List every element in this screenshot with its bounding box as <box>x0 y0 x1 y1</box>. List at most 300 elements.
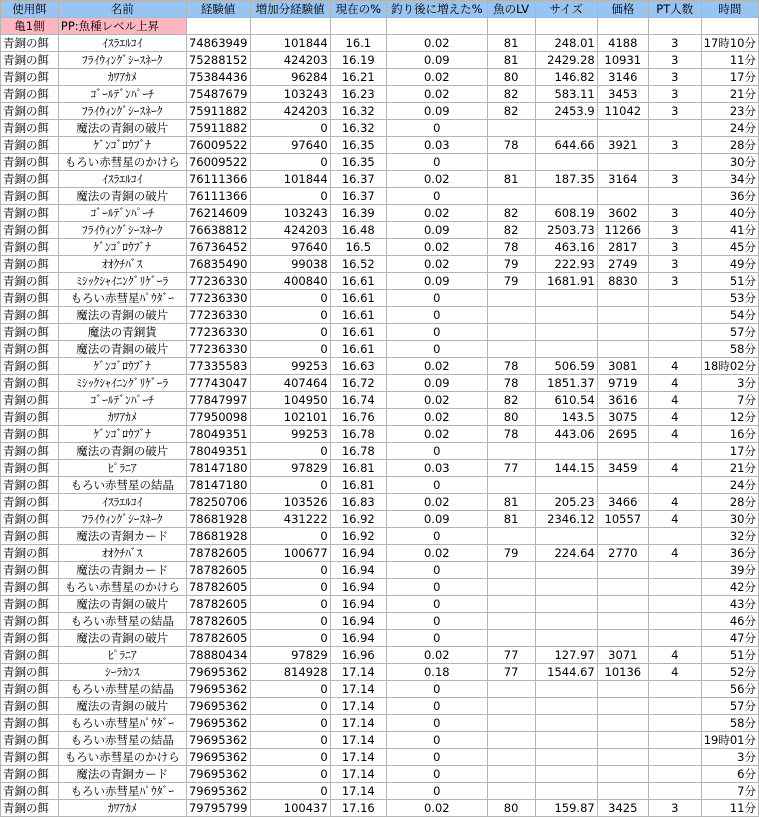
current-percent-cell[interactable]: 16.37 <box>330 188 386 205</box>
party-size-cell[interactable] <box>648 715 701 732</box>
exp-cell[interactable]: 79795799 <box>186 800 250 817</box>
price-cell[interactable]: 10931 <box>597 52 648 69</box>
current-percent-cell[interactable]: 17.14 <box>330 664 386 681</box>
current-percent-cell[interactable]: 17.14 <box>330 766 386 783</box>
percent-increase-cell[interactable]: 0 <box>386 290 487 307</box>
exp-gain-cell[interactable]: 0 <box>250 630 330 647</box>
fish-level-cell[interactable]: 79 <box>487 273 535 290</box>
empty-cell[interactable] <box>648 18 701 35</box>
name-cell[interactable]: もろい赤彗星の結晶 <box>58 681 186 698</box>
current-percent-cell[interactable]: 16.35 <box>330 137 386 154</box>
size-cell[interactable]: 205.23 <box>535 494 597 511</box>
bait-cell[interactable]: 青銅の餌 <box>1 698 59 715</box>
exp-cell[interactable]: 79695362 <box>186 715 250 732</box>
time-cell[interactable]: 23分 <box>701 103 758 120</box>
exp-gain-cell[interactable]: 97829 <box>250 460 330 477</box>
percent-increase-cell[interactable]: 0 <box>386 341 487 358</box>
size-cell[interactable] <box>535 562 597 579</box>
current-percent-cell[interactable]: 16.1 <box>330 35 386 52</box>
current-percent-cell[interactable]: 16.5 <box>330 239 386 256</box>
size-cell[interactable]: 248.01 <box>535 35 597 52</box>
fish-level-cell[interactable] <box>487 766 535 783</box>
bait-cell[interactable]: 青銅の餌 <box>1 749 59 766</box>
bait-cell[interactable]: 青銅の餌 <box>1 341 59 358</box>
name-cell[interactable]: 魔法の青銅の破片 <box>58 630 186 647</box>
current-percent-cell[interactable]: 17.14 <box>330 715 386 732</box>
size-cell[interactable]: 1851.37 <box>535 375 597 392</box>
party-size-cell[interactable]: 3 <box>648 52 701 69</box>
price-cell[interactable] <box>597 715 648 732</box>
party-size-cell[interactable]: 3 <box>648 69 701 86</box>
empty-cell[interactable] <box>250 18 330 35</box>
exp-cell[interactable]: 76009522 <box>186 137 250 154</box>
current-percent-cell[interactable]: 16.61 <box>330 290 386 307</box>
price-cell[interactable]: 10136 <box>597 664 648 681</box>
time-cell[interactable]: 16分 <box>701 426 758 443</box>
exp-gain-cell[interactable]: 0 <box>250 732 330 749</box>
exp-cell[interactable]: 75487679 <box>186 86 250 103</box>
fish-level-cell[interactable] <box>487 120 535 137</box>
bait-cell[interactable]: 青銅の餌 <box>1 324 59 341</box>
current-percent-cell[interactable]: 16.83 <box>330 494 386 511</box>
col-header[interactable]: 現在の% <box>330 1 386 18</box>
name-cell[interactable]: ｲｽﾗｴﾙｺｲ <box>58 35 186 52</box>
time-cell[interactable]: 18時02分 <box>701 358 758 375</box>
name-cell[interactable]: ｼｰﾗｶﾝｽ <box>58 664 186 681</box>
size-cell[interactable] <box>535 766 597 783</box>
percent-increase-cell[interactable]: 0 <box>386 562 487 579</box>
percent-increase-cell[interactable]: 0.02 <box>386 35 487 52</box>
time-cell[interactable]: 7分 <box>701 392 758 409</box>
bait-cell[interactable]: 青銅の餌 <box>1 681 59 698</box>
size-cell[interactable] <box>535 681 597 698</box>
col-header[interactable]: 価格 <box>597 1 648 18</box>
fish-level-cell[interactable] <box>487 613 535 630</box>
exp-gain-cell[interactable]: 0 <box>250 749 330 766</box>
time-cell[interactable]: 32分 <box>701 528 758 545</box>
size-cell[interactable]: 146.82 <box>535 69 597 86</box>
name-cell[interactable]: ﾌﾗｲｳｨﾝｸﾞｼｰｽﾈｰｸ <box>58 511 186 528</box>
size-cell[interactable]: 644.66 <box>535 137 597 154</box>
name-cell[interactable]: もろい赤彗星の結晶 <box>58 613 186 630</box>
current-percent-cell[interactable]: 16.94 <box>330 630 386 647</box>
name-cell[interactable]: ｵｵｸﾁﾊﾞｽ <box>58 256 186 273</box>
name-cell[interactable]: ｺﾞｰﾙﾃﾞﾝﾊﾟｰﾁ <box>58 392 186 409</box>
current-percent-cell[interactable]: 17.14 <box>330 698 386 715</box>
fish-level-cell[interactable] <box>487 596 535 613</box>
time-cell[interactable]: 56分 <box>701 681 758 698</box>
time-cell[interactable]: 11分 <box>701 800 758 817</box>
percent-increase-cell[interactable]: 0.02 <box>386 239 487 256</box>
time-cell[interactable]: 47分 <box>701 630 758 647</box>
name-cell[interactable]: 魔法の青銅の破片 <box>58 698 186 715</box>
exp-cell[interactable]: 79695362 <box>186 749 250 766</box>
exp-gain-cell[interactable]: 400840 <box>250 273 330 290</box>
party-size-cell[interactable] <box>648 732 701 749</box>
time-cell[interactable]: 41分 <box>701 222 758 239</box>
time-cell[interactable]: 3分 <box>701 375 758 392</box>
price-cell[interactable]: 3921 <box>597 137 648 154</box>
name-cell[interactable]: 魔法の青銅カード <box>58 562 186 579</box>
empty-cell[interactable] <box>597 18 648 35</box>
col-header[interactable]: 経験値 <box>186 1 250 18</box>
party-size-cell[interactable] <box>648 562 701 579</box>
current-percent-cell[interactable]: 16.32 <box>330 103 386 120</box>
fish-level-cell[interactable] <box>487 749 535 766</box>
bait-cell[interactable]: 青銅の餌 <box>1 307 59 324</box>
exp-cell[interactable]: 79695362 <box>186 681 250 698</box>
current-percent-cell[interactable]: 16.76 <box>330 409 386 426</box>
party-size-cell[interactable]: 3 <box>648 171 701 188</box>
exp-gain-cell[interactable]: 99253 <box>250 358 330 375</box>
bait-cell[interactable]: 青銅の餌 <box>1 154 59 171</box>
time-cell[interactable]: 3分 <box>701 749 758 766</box>
exp-cell[interactable]: 76009522 <box>186 154 250 171</box>
fish-level-cell[interactable] <box>487 188 535 205</box>
price-cell[interactable]: 3164 <box>597 171 648 188</box>
name-cell[interactable]: もろい赤彗星のかけら <box>58 154 186 171</box>
bait-cell[interactable]: 青銅の餌 <box>1 647 59 664</box>
fish-level-cell[interactable]: 77 <box>487 664 535 681</box>
exp-gain-cell[interactable]: 97640 <box>250 239 330 256</box>
party-size-cell[interactable]: 3 <box>648 800 701 817</box>
exp-cell[interactable]: 76214609 <box>186 205 250 222</box>
price-cell[interactable] <box>597 562 648 579</box>
size-cell[interactable] <box>535 290 597 307</box>
name-cell[interactable]: もろい赤彗星ﾊﾟｳﾀﾞｰ <box>58 783 186 800</box>
time-cell[interactable]: 57分 <box>701 324 758 341</box>
price-cell[interactable]: 4188 <box>597 35 648 52</box>
exp-cell[interactable]: 79695362 <box>186 732 250 749</box>
party-size-cell[interactable]: 4 <box>648 460 701 477</box>
current-percent-cell[interactable]: 16.74 <box>330 392 386 409</box>
time-cell[interactable]: 58分 <box>701 715 758 732</box>
size-cell[interactable] <box>535 307 597 324</box>
bait-cell[interactable]: 青銅の餌 <box>1 171 59 188</box>
price-cell[interactable] <box>597 307 648 324</box>
price-cell[interactable]: 3075 <box>597 409 648 426</box>
exp-cell[interactable]: 78147180 <box>186 477 250 494</box>
percent-increase-cell[interactable]: 0.02 <box>386 86 487 103</box>
percent-increase-cell[interactable]: 0.02 <box>386 647 487 664</box>
current-percent-cell[interactable]: 16.61 <box>330 324 386 341</box>
exp-cell[interactable]: 78147180 <box>186 460 250 477</box>
exp-gain-cell[interactable]: 407464 <box>250 375 330 392</box>
bait-cell[interactable]: 青銅の餌 <box>1 596 59 613</box>
time-cell[interactable]: 17分 <box>701 69 758 86</box>
name-cell[interactable]: ｹﾞﾝｺﾞﾛｳﾌﾞﾅ <box>58 239 186 256</box>
fish-level-cell[interactable] <box>487 341 535 358</box>
bait-cell[interactable]: 青銅の餌 <box>1 494 59 511</box>
current-percent-cell[interactable]: 17.14 <box>330 732 386 749</box>
exp-gain-cell[interactable]: 0 <box>250 766 330 783</box>
fish-level-cell[interactable] <box>487 528 535 545</box>
exp-gain-cell[interactable]: 0 <box>250 307 330 324</box>
fish-level-cell[interactable] <box>487 477 535 494</box>
exp-gain-cell[interactable]: 100677 <box>250 545 330 562</box>
fish-level-cell[interactable]: 80 <box>487 800 535 817</box>
fish-level-cell[interactable]: 80 <box>487 409 535 426</box>
exp-gain-cell[interactable]: 0 <box>250 154 330 171</box>
fish-level-cell[interactable]: 79 <box>487 545 535 562</box>
price-cell[interactable]: 11266 <box>597 222 648 239</box>
fish-level-cell[interactable]: 81 <box>487 35 535 52</box>
name-cell[interactable]: 魔法の青銅の破片 <box>58 307 186 324</box>
bait-cell[interactable]: 青銅の餌 <box>1 545 59 562</box>
bait-cell[interactable]: 青銅の餌 <box>1 528 59 545</box>
price-cell[interactable]: 2770 <box>597 545 648 562</box>
exp-cell[interactable]: 77236330 <box>186 307 250 324</box>
price-cell[interactable] <box>597 681 648 698</box>
exp-gain-cell[interactable]: 0 <box>250 715 330 732</box>
price-cell[interactable]: 3425 <box>597 800 648 817</box>
time-cell[interactable]: 57分 <box>701 698 758 715</box>
current-percent-cell[interactable]: 16.48 <box>330 222 386 239</box>
size-cell[interactable] <box>535 579 597 596</box>
name-cell[interactable]: ﾌﾗｲｳｨﾝｸﾞｼｰｽﾈｰｸ <box>58 103 186 120</box>
exp-cell[interactable]: 77236330 <box>186 290 250 307</box>
name-cell[interactable]: ｶﾜｱｶﾒ <box>58 409 186 426</box>
time-cell[interactable]: 54分 <box>701 307 758 324</box>
percent-increase-cell[interactable]: 0.09 <box>386 273 487 290</box>
percent-increase-cell[interactable]: 0.02 <box>386 494 487 511</box>
price-cell[interactable]: 2817 <box>597 239 648 256</box>
fish-level-cell[interactable]: 82 <box>487 222 535 239</box>
exp-cell[interactable]: 77236330 <box>186 341 250 358</box>
exp-cell[interactable]: 78681928 <box>186 528 250 545</box>
col-header[interactable]: 時間 <box>701 1 758 18</box>
exp-gain-cell[interactable]: 0 <box>250 477 330 494</box>
party-size-cell[interactable]: 4 <box>648 511 701 528</box>
percent-increase-cell[interactable]: 0 <box>386 443 487 460</box>
exp-gain-cell[interactable]: 0 <box>250 613 330 630</box>
price-cell[interactable] <box>597 783 648 800</box>
party-size-cell[interactable] <box>648 698 701 715</box>
percent-increase-cell[interactable]: 0 <box>386 188 487 205</box>
bait-cell[interactable]: 青銅の餌 <box>1 375 59 392</box>
size-cell[interactable] <box>535 698 597 715</box>
bait-cell[interactable]: 青銅の餌 <box>1 35 59 52</box>
party-size-cell[interactable]: 3 <box>648 35 701 52</box>
time-cell[interactable]: 51分 <box>701 647 758 664</box>
party-size-cell[interactable]: 3 <box>648 256 701 273</box>
bait-cell[interactable]: 青銅の餌 <box>1 613 59 630</box>
bait-cell[interactable]: 青銅の餌 <box>1 256 59 273</box>
fish-level-cell[interactable] <box>487 579 535 596</box>
fish-level-cell[interactable]: 78 <box>487 375 535 392</box>
price-cell[interactable] <box>597 154 648 171</box>
bait-cell[interactable]: 青銅の餌 <box>1 460 59 477</box>
name-cell[interactable]: もろい赤彗星の結晶 <box>58 732 186 749</box>
exp-cell[interactable]: 78782605 <box>186 579 250 596</box>
exp-cell[interactable]: 77236330 <box>186 273 250 290</box>
exp-cell[interactable]: 79695362 <box>186 664 250 681</box>
name-cell[interactable]: 魔法の青銅の破片 <box>58 443 186 460</box>
name-cell[interactable]: 魔法の青銅カード <box>58 766 186 783</box>
time-cell[interactable]: 19時01分 <box>701 732 758 749</box>
price-cell[interactable]: 2695 <box>597 426 648 443</box>
exp-gain-cell[interactable]: 0 <box>250 596 330 613</box>
size-cell[interactable] <box>535 783 597 800</box>
current-percent-cell[interactable]: 16.92 <box>330 528 386 545</box>
name-cell[interactable]: 魔法の青銅貨 <box>58 324 186 341</box>
party-size-cell[interactable] <box>648 613 701 630</box>
party-size-cell[interactable] <box>648 120 701 137</box>
party-size-cell[interactable] <box>648 341 701 358</box>
fish-level-cell[interactable]: 82 <box>487 103 535 120</box>
name-cell[interactable]: ﾋﾟﾗﾆｱ <box>58 647 186 664</box>
fish-level-cell[interactable]: 78 <box>487 358 535 375</box>
fish-level-cell[interactable]: 77 <box>487 647 535 664</box>
current-percent-cell[interactable]: 17.14 <box>330 681 386 698</box>
percent-increase-cell[interactable]: 0 <box>386 324 487 341</box>
size-cell[interactable]: 1681.91 <box>535 273 597 290</box>
percent-increase-cell[interactable]: 0 <box>386 715 487 732</box>
party-size-cell[interactable] <box>648 579 701 596</box>
current-percent-cell[interactable]: 16.32 <box>330 120 386 137</box>
size-cell[interactable]: 2453.9 <box>535 103 597 120</box>
current-percent-cell[interactable]: 17.14 <box>330 783 386 800</box>
percent-increase-cell[interactable]: 0 <box>386 732 487 749</box>
time-cell[interactable]: 42分 <box>701 579 758 596</box>
exp-gain-cell[interactable]: 104950 <box>250 392 330 409</box>
current-percent-cell[interactable]: 16.63 <box>330 358 386 375</box>
time-cell[interactable]: 40分 <box>701 205 758 222</box>
bait-cell[interactable]: 青銅の餌 <box>1 766 59 783</box>
price-cell[interactable] <box>597 698 648 715</box>
name-cell[interactable]: もろい赤彗星のかけら <box>58 749 186 766</box>
name-cell[interactable]: もろい赤彗星のかけら <box>58 579 186 596</box>
price-cell[interactable]: 3616 <box>597 392 648 409</box>
party-size-cell[interactable] <box>648 681 701 698</box>
exp-cell[interactable]: 75384436 <box>186 69 250 86</box>
empty-cell[interactable] <box>186 18 250 35</box>
size-cell[interactable]: 2346.12 <box>535 511 597 528</box>
exp-cell[interactable]: 76111366 <box>186 171 250 188</box>
exp-cell[interactable]: 77236330 <box>186 324 250 341</box>
price-cell[interactable] <box>597 749 648 766</box>
fish-level-cell[interactable] <box>487 290 535 307</box>
time-cell[interactable]: 30分 <box>701 154 758 171</box>
fish-level-cell[interactable]: 78 <box>487 137 535 154</box>
fish-level-cell[interactable]: 79 <box>487 256 535 273</box>
fish-level-cell[interactable]: 78 <box>487 426 535 443</box>
percent-increase-cell[interactable]: 0.02 <box>386 358 487 375</box>
exp-cell[interactable]: 75911882 <box>186 120 250 137</box>
exp-cell[interactable]: 77950098 <box>186 409 250 426</box>
party-size-cell[interactable]: 4 <box>648 358 701 375</box>
exp-cell[interactable]: 77847997 <box>186 392 250 409</box>
exp-gain-cell[interactable]: 0 <box>250 290 330 307</box>
exp-cell[interactable]: 78250706 <box>186 494 250 511</box>
bait-cell[interactable]: 青銅の餌 <box>1 630 59 647</box>
exp-gain-cell[interactable]: 431222 <box>250 511 330 528</box>
bait-cell[interactable]: 青銅の餌 <box>1 579 59 596</box>
exp-gain-cell[interactable]: 424203 <box>250 103 330 120</box>
fish-level-cell[interactable] <box>487 715 535 732</box>
fish-level-cell[interactable] <box>487 443 535 460</box>
col-header[interactable]: 使用餌 <box>1 1 59 18</box>
party-size-cell[interactable]: 4 <box>648 375 701 392</box>
time-cell[interactable]: 7分 <box>701 783 758 800</box>
party-size-cell[interactable]: 3 <box>648 205 701 222</box>
bait-cell[interactable]: 青銅の餌 <box>1 426 59 443</box>
exp-gain-cell[interactable]: 101844 <box>250 35 330 52</box>
price-cell[interactable] <box>597 528 648 545</box>
bait-cell[interactable]: 青銅の餌 <box>1 511 59 528</box>
time-cell[interactable]: 46分 <box>701 613 758 630</box>
bait-cell[interactable]: 青銅の餌 <box>1 732 59 749</box>
time-cell[interactable]: 28分 <box>701 494 758 511</box>
pp-note-cell[interactable]: PP:魚種レベル上昇 <box>58 18 186 35</box>
current-percent-cell[interactable]: 16.35 <box>330 154 386 171</box>
price-cell[interactable] <box>597 188 648 205</box>
bait-cell[interactable]: 青銅の餌 <box>1 715 59 732</box>
price-cell[interactable]: 3081 <box>597 358 648 375</box>
party-size-cell[interactable] <box>648 307 701 324</box>
party-size-cell[interactable] <box>648 749 701 766</box>
exp-cell[interactable]: 78049351 <box>186 426 250 443</box>
size-cell[interactable]: 159.87 <box>535 800 597 817</box>
party-size-cell[interactable] <box>648 783 701 800</box>
size-cell[interactable] <box>535 324 597 341</box>
fish-level-cell[interactable] <box>487 698 535 715</box>
percent-increase-cell[interactable]: 0.02 <box>386 256 487 273</box>
price-cell[interactable] <box>597 630 648 647</box>
current-percent-cell[interactable]: 16.39 <box>330 205 386 222</box>
percent-increase-cell[interactable]: 0.02 <box>386 545 487 562</box>
party-size-cell[interactable]: 3 <box>648 222 701 239</box>
current-percent-cell[interactable]: 16.61 <box>330 341 386 358</box>
current-percent-cell[interactable]: 16.23 <box>330 86 386 103</box>
percent-increase-cell[interactable]: 0 <box>386 681 487 698</box>
percent-increase-cell[interactable]: 0 <box>386 766 487 783</box>
exp-cell[interactable]: 78880434 <box>186 647 250 664</box>
current-percent-cell[interactable]: 16.96 <box>330 647 386 664</box>
exp-gain-cell[interactable]: 102101 <box>250 409 330 426</box>
time-cell[interactable]: 45分 <box>701 239 758 256</box>
empty-cell[interactable] <box>701 18 758 35</box>
size-cell[interactable]: 222.93 <box>535 256 597 273</box>
fish-level-cell[interactable]: 81 <box>487 52 535 69</box>
party-size-cell[interactable] <box>648 324 701 341</box>
current-percent-cell[interactable]: 16.61 <box>330 307 386 324</box>
percent-increase-cell[interactable]: 0.09 <box>386 103 487 120</box>
exp-cell[interactable]: 76736452 <box>186 239 250 256</box>
current-percent-cell[interactable]: 16.94 <box>330 545 386 562</box>
exp-gain-cell[interactable]: 103243 <box>250 86 330 103</box>
time-cell[interactable]: 49分 <box>701 256 758 273</box>
size-cell[interactable]: 443.06 <box>535 426 597 443</box>
size-cell[interactable] <box>535 443 597 460</box>
party-size-cell[interactable]: 3 <box>648 86 701 103</box>
col-header[interactable]: 増加分経験値 <box>250 1 330 18</box>
fish-level-cell[interactable] <box>487 783 535 800</box>
exp-gain-cell[interactable]: 99038 <box>250 256 330 273</box>
current-percent-cell[interactable]: 16.81 <box>330 460 386 477</box>
percent-increase-cell[interactable]: 0 <box>386 613 487 630</box>
percent-increase-cell[interactable]: 0.09 <box>386 222 487 239</box>
percent-increase-cell[interactable]: 0.02 <box>386 800 487 817</box>
name-cell[interactable]: ｹﾞﾝｺﾞﾛｳﾌﾞﾅ <box>58 137 186 154</box>
size-cell[interactable] <box>535 630 597 647</box>
percent-increase-cell[interactable]: 0 <box>386 477 487 494</box>
party-size-cell[interactable] <box>648 154 701 171</box>
name-cell[interactable]: 魔法の青銅の破片 <box>58 596 186 613</box>
party-size-cell[interactable]: 4 <box>648 392 701 409</box>
party-size-cell[interactable]: 4 <box>648 545 701 562</box>
current-percent-cell[interactable]: 16.92 <box>330 511 386 528</box>
